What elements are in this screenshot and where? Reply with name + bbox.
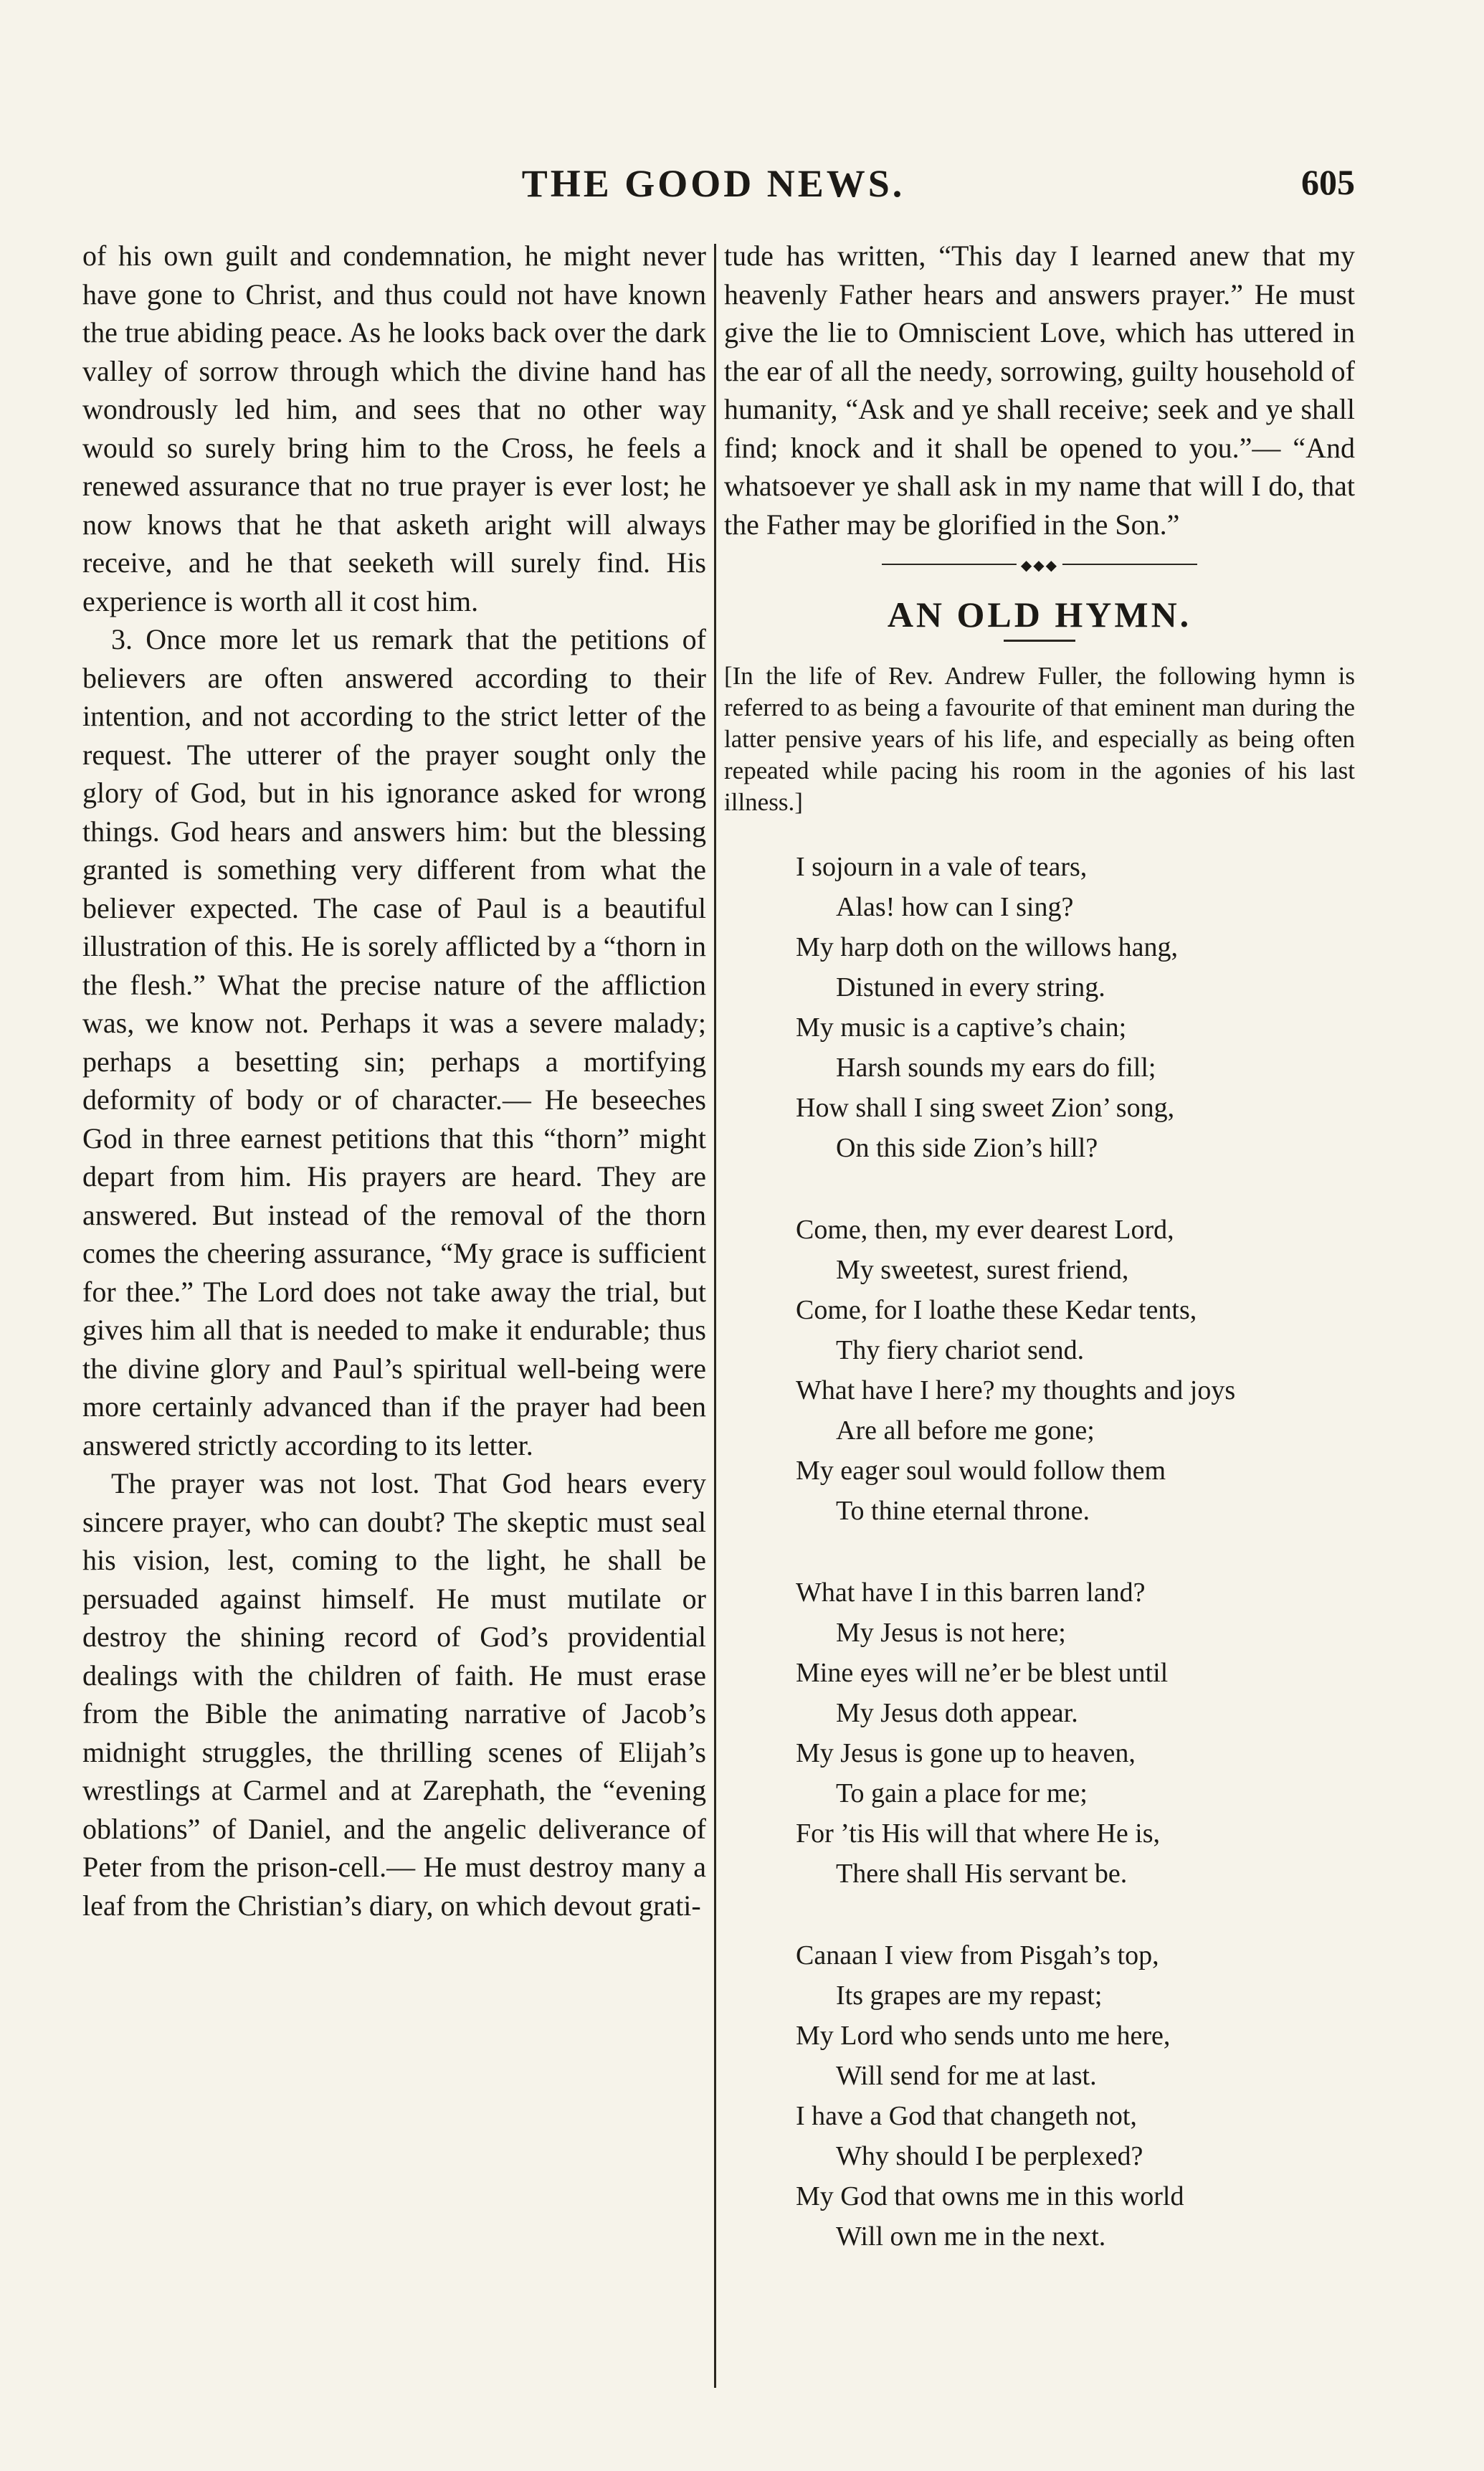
- right-column: [724, 237, 1355, 2298]
- verse-line: On this side Zion’s hill?: [836, 1133, 1098, 1163]
- paragraph: The prayer was not lost. That God hears every sincere prayer, who can doubt? The skeptic must seal his vision, lest, coming to the light, he shall be persuaded against himself. He must mutilate or destroy the shining record of God’s providential dealings with the children of faith. He must erase from the Bible the animating narrative of Jacob’s midnight struggles, the thrilling scenes of Elijah’s wrestlings at Carmel and at Zarephath, the “evening oblations” of Daniel, and the angelic deliverance of Peter from the prison-cell.— He must destroy many a leaf from the Christian’s diary, on which devout grati-: [82, 1467, 706, 1922]
- verse-line: Alas! how can I sing?: [836, 892, 1074, 922]
- verse-line: For ’tis His will that where He is,: [796, 1818, 1161, 1849]
- verse-line: To gain a place for me;: [836, 1778, 1088, 1808]
- hymn-intro: [In the life of Rev. Andrew Fuller, the following hymn is referred to as being a favourite of that eminent man during the latter pensive years of his life, and especially as being often repeated while pacing his room in the agonies of his last illness.]: [724, 662, 1355, 816]
- hymn-stanza: [724, 1935, 1355, 2257]
- verse-line: Distuned in every string.: [836, 972, 1105, 1002]
- column-divider: [714, 244, 716, 2388]
- paragraph: tude has written, “This day I learned anew that my heavenly Father hears and answers prayer.” He must give the lie to Omniscient Love, which has uttered in the ear of all the needy, sorrowing, guilty household of humanity, “Ask and ye shall receive; seek and ye shall find; knock and it shall be opened to you.”— “And whatsoever ye shall ask in my name that will I do, that the Father may be glorified in the Son.”: [724, 239, 1355, 541]
- verse-line: My sweetest, surest friend,: [836, 1255, 1129, 1285]
- verse-line: My music is a captive’s chain;: [796, 1012, 1127, 1043]
- verse-line: Come, for I loathe these Kedar tents,: [796, 1295, 1197, 1325]
- verse-line: What have I here? my thoughts and joys: [796, 1375, 1236, 1405]
- verse-line: Canaan I view from Pisgah’s top,: [796, 1940, 1159, 1970]
- verse-line: My Jesus doth appear.: [836, 1698, 1078, 1728]
- hymn-title: AN OLD HYMN.: [887, 594, 1192, 635]
- verse-line: My Lord who sends unto me here,: [796, 2021, 1171, 2051]
- verse-line: I have a God that changeth not,: [796, 2101, 1137, 2131]
- verse-line: My eager soul would follow them: [796, 1456, 1166, 1486]
- verse-line: Harsh sounds my ears do fill;: [836, 1053, 1156, 1083]
- left-column: [82, 237, 706, 1925]
- title-underline: [1004, 640, 1075, 642]
- running-title: THE GOOD NEWS.: [521, 162, 905, 205]
- section-ornament: [724, 558, 1355, 572]
- hymn-stanza: [724, 1210, 1355, 1531]
- hymn-stanza: [724, 847, 1355, 1168]
- verse-line: Its grapes are my repast;: [836, 1981, 1103, 2011]
- hymn-stanza: [724, 1573, 1355, 1894]
- verse-line: How shall I sing sweet Zion’ song,: [796, 1093, 1175, 1123]
- verse-line: My Jesus is gone up to heaven,: [796, 1738, 1136, 1768]
- verse-line: What have I in this barren land?: [796, 1578, 1146, 1608]
- paragraph: 3. Once more let us remark that the petitions of believers are often answered according to their intention, and not according to the strict letter of the request. The utterer of the prayer sought only the glory of God, but in his ignorance asked for wrong things. God hears and answers him: but the blessing granted is something very different from what the believer expected. The case of Paul is a beautiful illustration of this. He is sorely afflicted by a “thorn in the flesh.” What the precise nature of the affliction was, we know not. Perhaps it was a severe malady; perhaps a besetting sin; perhaps a mortifying deformity of body or of character.— He beseeches God in three earnest petitions that this “thorn” might depart from him. His prayers are heard. They are answered. But instead of the removal of the thorn comes the cheering assurance, “My grace is sufficient for thee.” The Lord does not take away the trial, but gives him all that is needed to make it endurable; thus the divine glory and Paul’s spiritual well-being were more certainly advanced than if the prayer had been answered strictly according to its letter.: [82, 623, 706, 1461]
- verse-line: Will own me in the next.: [836, 2221, 1106, 2252]
- verse-line: Mine eyes will ne’er be blest until: [796, 1658, 1169, 1688]
- verse-line: My God that owns me in this world: [796, 2181, 1184, 2211]
- paragraph: of his own guilt and condemnation, he might never have gone to Christ, and thus could not have known the true abiding peace. As he looks back over the dark valley of sorrow through which the divine hand has wondrously led him, and sees that no other way would so surely bring him to the Cross, he feels a renewed assurance that no true prayer is ever lost; he now knows that he that asketh aright will always receive, and he that seeketh will surely find. His experience is worth all it cost him.: [82, 239, 706, 617]
- verse-line: My Jesus is not here;: [836, 1618, 1066, 1648]
- verse-line: Come, then, my ever dearest Lord,: [796, 1215, 1174, 1245]
- verse-line: To thine eternal throne.: [836, 1496, 1090, 1526]
- verse-line: My harp doth on the willows hang,: [796, 932, 1179, 962]
- verse-line: Why should I be perplexed?: [836, 2141, 1143, 2171]
- ornament-diamond-icon: ◆◆◆: [1017, 556, 1062, 574]
- verse-line: Will send for me at last.: [836, 2061, 1097, 2091]
- page-number: 605: [1301, 162, 1355, 202]
- verse-line: I sojourn in a vale of tears,: [796, 852, 1088, 882]
- page-header: [72, 161, 1355, 219]
- verse-line: Thy fiery chariot send.: [836, 1335, 1085, 1365]
- verse-line: Are all before me gone;: [836, 1415, 1095, 1446]
- verse-line: There shall His servant be.: [836, 1859, 1128, 1889]
